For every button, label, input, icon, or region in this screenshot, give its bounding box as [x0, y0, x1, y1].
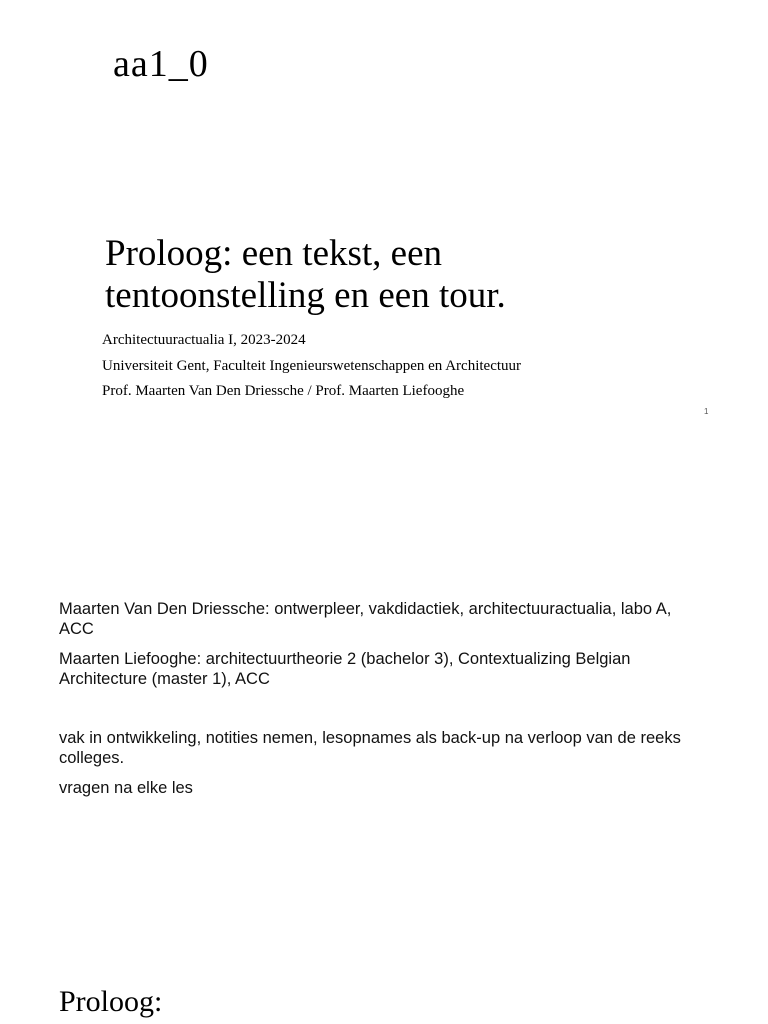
course-line: Architectuuractualia I, 2023-2024 — [102, 332, 306, 348]
page-number: 1 — [704, 407, 709, 416]
document-id-label: aa1_0 — [113, 43, 209, 85]
lecturer-note: Maarten Van Den Driessche: ontwerpleer, vakdidactiek, architectuuractualia, labo A, ACC — [59, 600, 672, 638]
slide-meta — [102, 328, 521, 405]
professors-line: Prof. Maarten Van Den Driessche / Prof. Maarten Liefooghe — [102, 383, 465, 399]
next-slide-title: Proloog: — [59, 985, 163, 1018]
lecturer-note: Maarten Liefooghe: architectuurtheorie 2 (bachelor 3), Contextualizing Belgian Architecture (master 1), ACC — [59, 650, 631, 688]
remark: vak in ontwikkeling, notities nemen, lesopnames als back-up na verloop van de reeks colleges. — [59, 729, 681, 767]
lecturer-notes — [59, 599, 709, 689]
remark: vragen na elke les — [59, 779, 193, 797]
course-remarks — [59, 728, 709, 798]
institution-line: Universiteit Gent, Faculteit Ingenieurswetenschappen en Architectuur — [102, 357, 522, 374]
slide-title: Proloog: een tekst, een tentoonstelling en een tour. — [105, 233, 506, 316]
